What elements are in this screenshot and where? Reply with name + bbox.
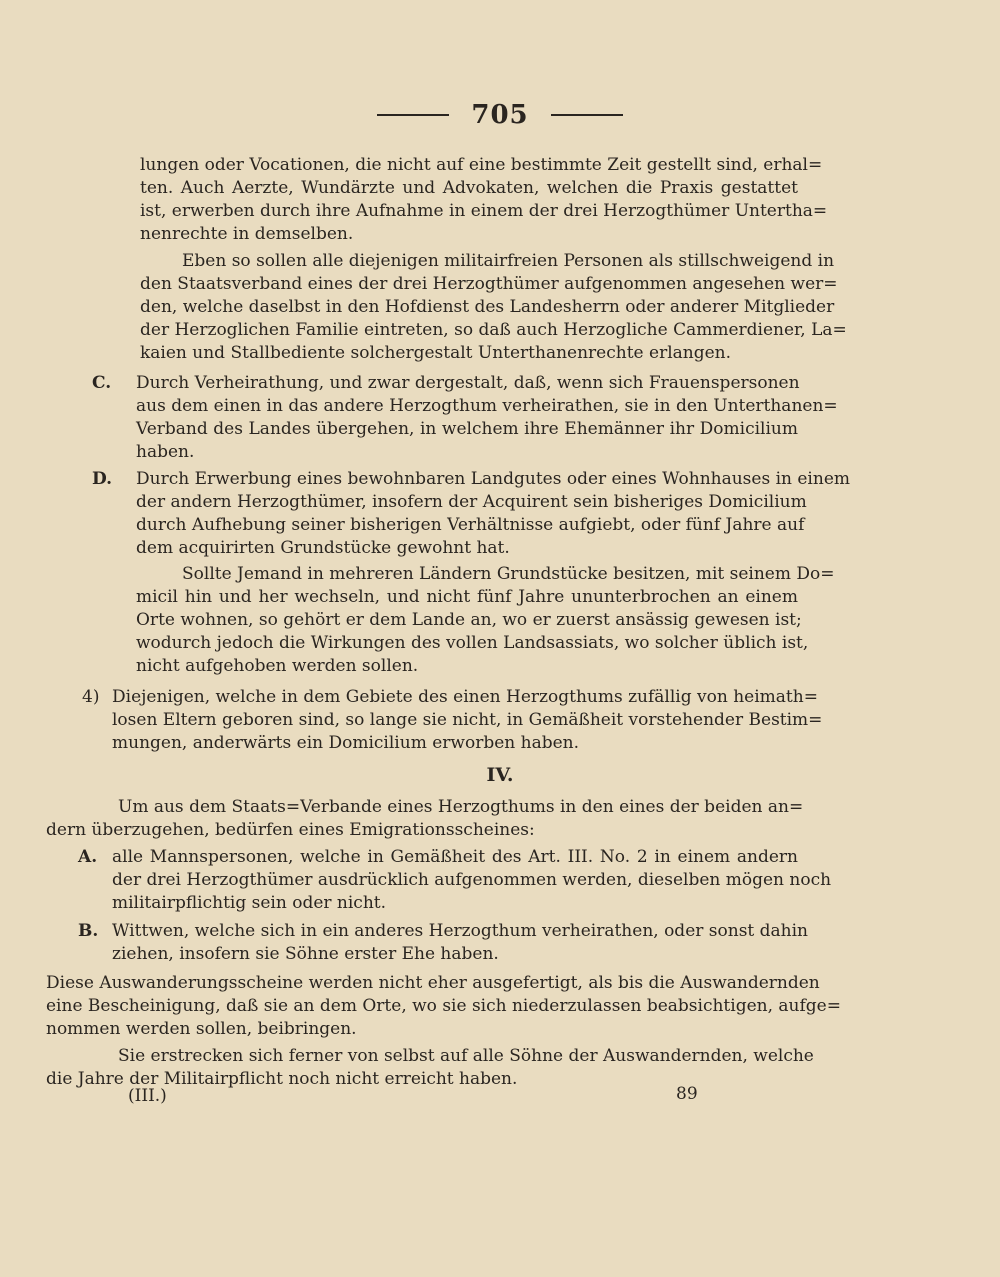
text-line: ten. Auch Aerzte, Wundärzte und Advokaten, welchen die Praxis gestattet [140, 178, 798, 198]
text-line: wodurch jedoch die Wirkungen des vollen Landsassiats, wo solcher üblich ist, [136, 633, 809, 653]
text-line: haben. [136, 442, 195, 462]
text-line: Um aus dem Staats=Verbande eines Herzogthums in den eines der beiden an= [118, 797, 804, 817]
text-line: dern überzugehen, bedürfen eines Emigrationsscheines: [46, 820, 535, 840]
text-line: Durch Erwerbung eines bewohnbaren Landgutes oder eines Wohnhauses in einem [136, 469, 850, 489]
text-line: eine Bescheinigung, daß sie an dem Orte, wo sie sich niederzulassen beabsichtigen, aufge= [46, 996, 841, 1016]
text-line: dem acquirirten Grundstücke gewohnt hat. [136, 538, 510, 558]
text-line: Orte wohnen, so gehört er dem Lande an, wo er zuerst ansässig gewesen ist; [136, 610, 802, 630]
sheet-number: 89 [676, 1084, 698, 1104]
text-line: lungen oder Vocationen, die nicht auf eine bestimmte Zeit gestellt sind, erhal= [140, 155, 823, 175]
item-marker-4: 4) [82, 687, 100, 707]
text-line: Wittwen, welche sich in ein anderes Herzogthum verheirathen, oder sonst dahin [112, 921, 809, 941]
item-marker-d: D. [92, 469, 113, 489]
text-line: mungen, anderwärts ein Domicilium erworben haben. [112, 733, 579, 753]
page-header [0, 100, 1000, 130]
text-line: Verband des Landes übergehen, in welchem ihre Ehemänner ihr Domicilium [136, 419, 798, 439]
text-line: Durch Verheirathung, und zwar dergestalt, daß, wenn sich Frauenspersonen [136, 373, 800, 393]
text-line: Eben so sollen alle diejenigen militairfreien Personen als stillschweigend in [182, 251, 835, 271]
item-marker-c: C. [92, 373, 112, 393]
header-rule-left [377, 114, 449, 116]
text-line: militairpflichtig sein oder nicht. [112, 893, 387, 913]
text-line: micil hin und her wechseln, und nicht fünf Jahre ununterbrochen an einem [136, 587, 798, 607]
text-line: die Jahre der Militairpflicht noch nicht erreicht haben. [46, 1069, 518, 1089]
page-number: 705 [471, 100, 529, 130]
text-line: Sollte Jemand in mehreren Ländern Grundstücke besitzen, mit seinem Do= [182, 564, 835, 584]
text-line: aus dem einen in das andere Herzogthum verheirathen, sie in den Unterthanen= [136, 396, 838, 416]
item-marker-a: A. [78, 847, 98, 867]
item-marker-b: B. [78, 921, 99, 941]
text-line: losen Eltern geboren sind, so lange sie nicht, in Gemäßheit vorstehender Bestim= [112, 710, 823, 730]
signature-mark: (III.) [128, 1086, 167, 1106]
text-line: der drei Herzogthümer ausdrücklich aufgenommen werden, dieselben mögen noch [112, 870, 832, 890]
text-line: ist, erwerben durch ihre Aufnahme in einem der drei Herzogthümer Untertha= [140, 201, 828, 221]
text-line: Diese Auswanderungsscheine werden nicht eher ausgefertigt, als bis die Auswandernden [46, 973, 820, 993]
text-line: kaien und Stallbediente solchergestalt Unterthanenrechte erlangen. [140, 343, 732, 363]
text-line: der andern Herzogthümer, insofern der Acquirent sein bisheriges Domicilium [136, 492, 807, 512]
text-line: nommen werden sollen, beibringen. [46, 1019, 357, 1039]
text-line: durch Aufhebung seiner bisherigen Verhältnisse aufgiebt, oder fünf Jahre auf [136, 515, 805, 535]
text-line: ziehen, insofern sie Söhne erster Ehe haben. [112, 944, 499, 964]
text-line: den, welche daselbst in den Hofdienst des Landesherrn oder anderer Mitglieder [140, 297, 835, 317]
text-line: Diejenigen, welche in dem Gebiete des einen Herzogthums zufällig von heimath= [112, 687, 818, 707]
text-line: nenrechte in demselben. [140, 224, 354, 244]
text-line: nicht aufgehoben werden sollen. [136, 656, 419, 676]
text-line: der Herzoglichen Familie eintreten, so daß auch Herzogliche Cammerdiener, La= [140, 320, 847, 340]
text-line: den Staatsverband eines der drei Herzogthümer aufgenommen angesehen wer= [140, 274, 838, 294]
section-heading: IV. [486, 764, 514, 786]
text-line: alle Mannspersonen, welche in Gemäßheit des Art. III. No. 2 in einem andern [112, 847, 798, 867]
header-rule-right [551, 114, 623, 116]
text-line: Sie erstrecken sich ferner von selbst auf alle Söhne der Auswandernden, welche [118, 1046, 814, 1066]
